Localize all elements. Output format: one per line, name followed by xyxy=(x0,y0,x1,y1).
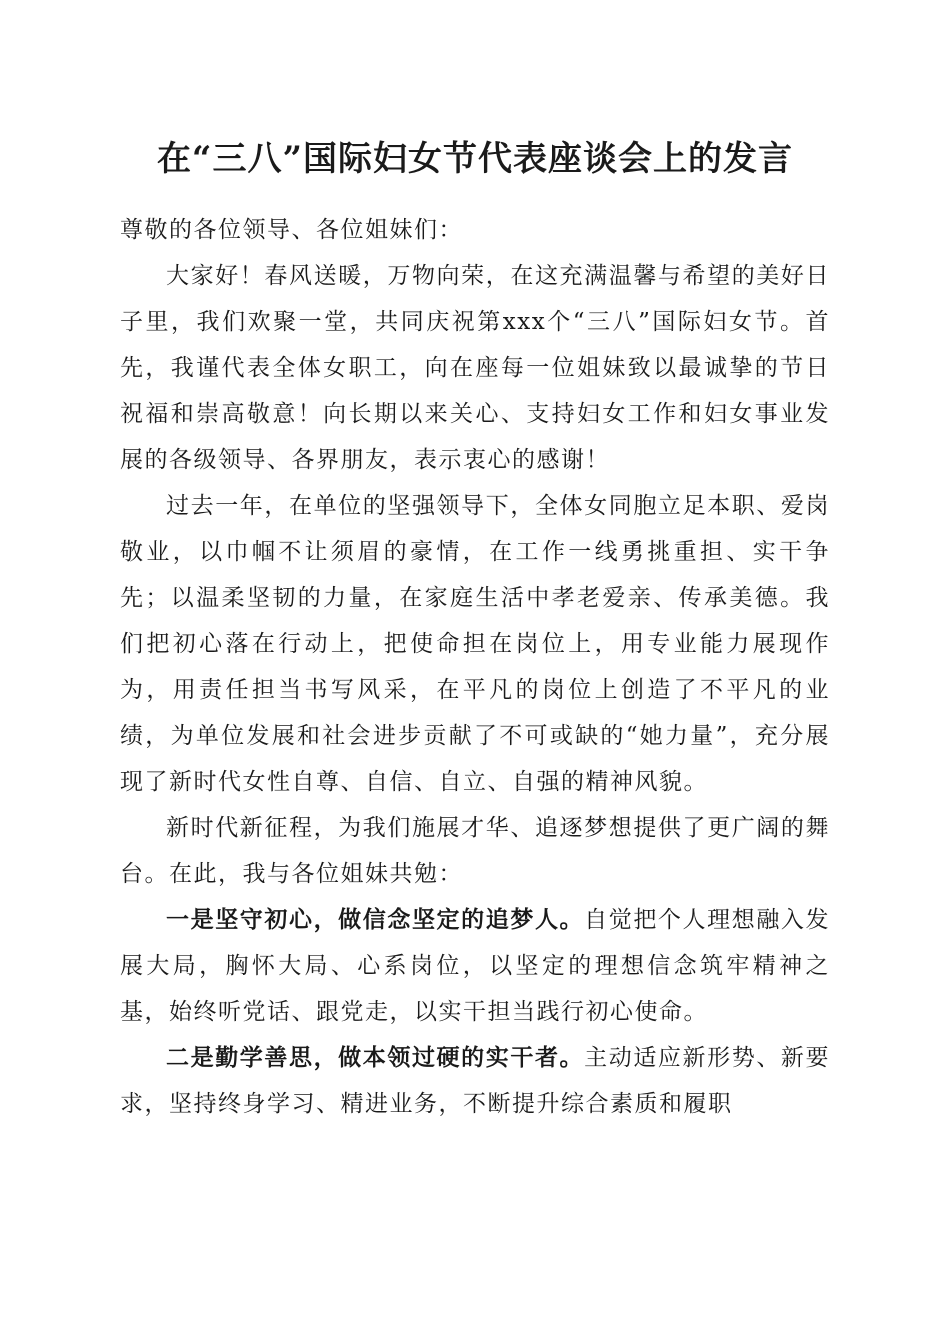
point-1-text: 自觉把个人理想融入发展大局，胸怀大局、心系岗位，以坚定的理想信念筑牢精神之基，始终听党话、跟党走，以实干担当践行初心使命。 xyxy=(120,907,831,1025)
paragraph-greeting: 大家好！春风送暖，万物向荣，在这充满温馨与希望的美好日子里，我们欢聚一堂，共同庆祝第xxx个“三八”国际妇女节。首先，我谨代表全体女职工，向在座每一位姐妹致以最诚挚的节日祝福和崇高敬意！向长期以来关心、支持妇女工作和妇女事业发展的各级领导、各界朋友，表示衷心的感谢！ xyxy=(120,263,830,473)
paragraph-point-2 xyxy=(120,1035,830,1127)
point-2-text: 主动适应新形势、新要求，坚持终身学习、精进业务，不断提升综合素质和履职 xyxy=(120,1045,831,1117)
paragraph-point-1 xyxy=(120,897,830,1035)
point-1-heading: 一是坚守初心，做信念坚定的追梦人。 xyxy=(166,906,585,933)
salutation: 尊敬的各位领导、各位姐妹们： xyxy=(120,217,463,243)
paragraph-review: 过去一年，在单位的坚强领导下，全体女同胞立足本职、爱岗敬业，以巾帼不让须眉的豪情，在工作一线勇挑重担、实干争先；以温柔坚韧的力量，在家庭生活中孝老爱亲、传承美德。我们把初心落在行动上，把使命担在岗位上，用专业能力展现作为，用责任担当书写风采，在平凡的岗位上创造了不平凡的业绩，为单位发展和社会进步贡献了不可或缺的“她力量”，充分展现了新时代女性自尊、自信、自立、自强的精神风貌。 xyxy=(120,493,830,795)
document-title: 在“三八”国际妇女节代表座谈会上的发言 xyxy=(156,139,794,179)
point-2-heading: 二是勤学善思，做本领过硬的实干者。 xyxy=(166,1044,585,1071)
document-body xyxy=(120,207,830,1127)
paragraph-new-era: 新时代新征程，为我们施展才华、追逐梦想提供了更广阔的舞台。在此，我与各位姐妹共勉： xyxy=(120,815,830,887)
